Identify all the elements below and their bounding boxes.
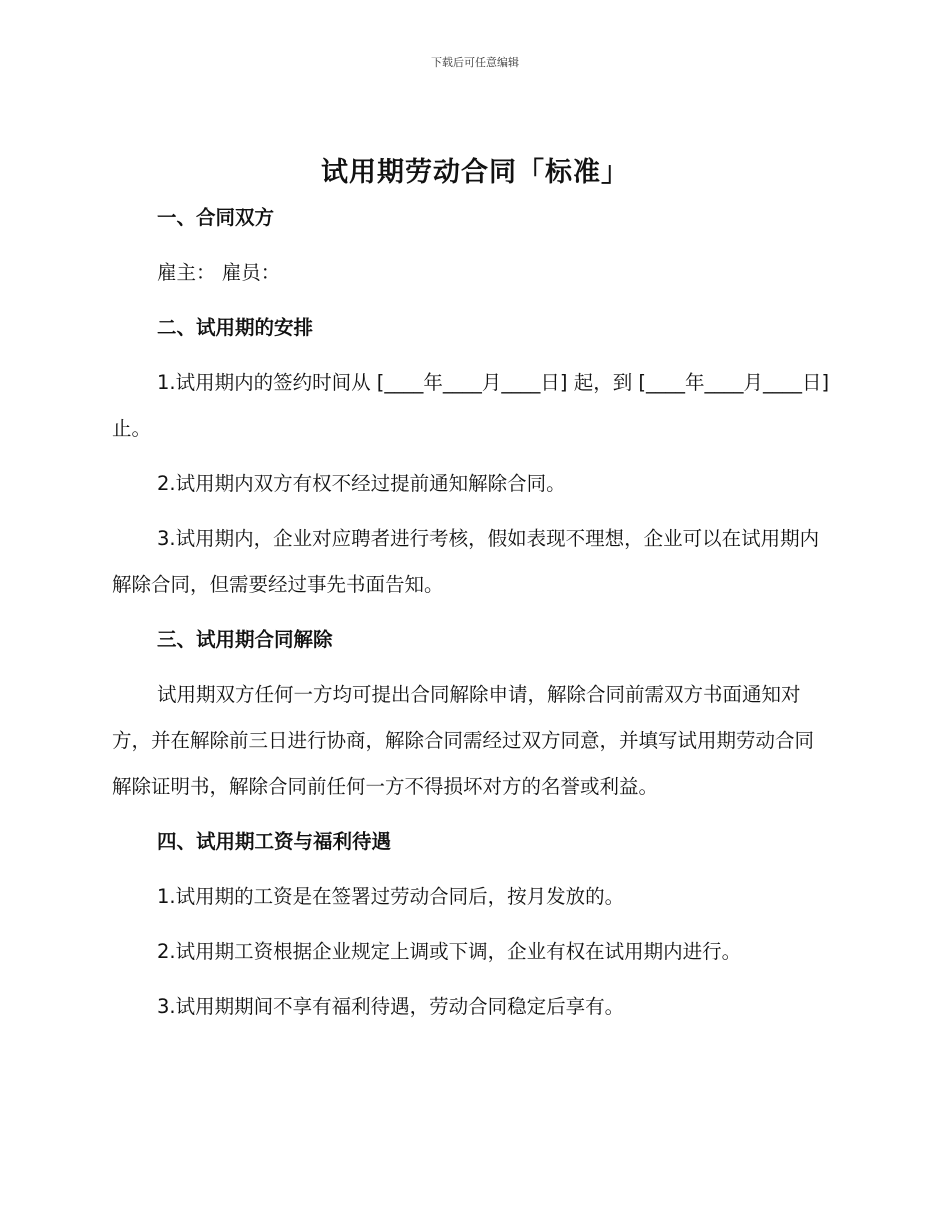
salary-item-1: 1.试用期的工资是在签署过劳动合同后，按月发放的。 <box>157 885 625 908</box>
document-body <box>112 195 832 1039</box>
section-heading-arrangement: 二、试用期的安排 <box>157 316 314 339</box>
section-heading-parties: 一、合同双方 <box>157 206 275 229</box>
parties-line: 雇主： 雇员： <box>157 261 281 284</box>
header-note: 下载后可任意编辑 <box>431 56 519 69</box>
arrangement-item-1: 1.试用期内的签约时间从 [____年____月____日] 起，到 [____年____月____日] 止。 <box>112 371 830 440</box>
section-heading-salary: 四、试用期工资与福利待遇 <box>157 830 392 853</box>
salary-item-2: 2.试用期工资根据企业规定上调或下调，企业有权在试用期内进行。 <box>157 940 742 963</box>
document-title: 试用期劳动合同「标准」 <box>321 157 629 188</box>
section-heading-termination: 三、试用期合同解除 <box>157 628 333 651</box>
arrangement-item-2: 2.试用期内双方有权不经过提前通知解除合同。 <box>157 472 566 495</box>
termination-body: 试用期双方任何一方均可提出合同解除申请，解除合同前需双方书面通知对方，并在解除前三日进行协商，解除合同需经过双方同意，并填写试用期劳动合同解除证明书，解除合同前任何一方不得损坏对方的名誉或利益。 <box>112 683 815 798</box>
arrangement-item-3: 3.试用期内，企业对应聘者进行考核，假如表现不理想，企业可以在试用期内解除合同，但需要经过事先书面告知。 <box>112 527 820 596</box>
salary-item-3: 3.试用期期间不享有福利待遇，劳动合同稳定后享有。 <box>157 995 625 1018</box>
